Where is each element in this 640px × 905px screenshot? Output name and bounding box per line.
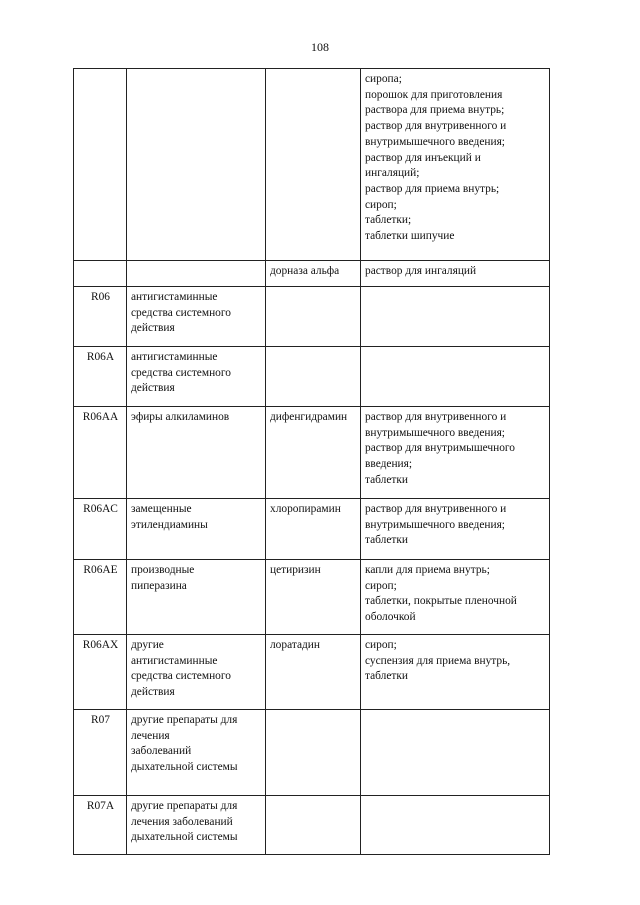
group-line: действия: [131, 686, 175, 699]
atc-code-cell: R06A: [74, 347, 127, 407]
dosage-form-line: таблетки, покрытые пленочной: [365, 595, 517, 608]
dosage-form-line: таблетки: [365, 670, 409, 683]
dosage-form-line: внутримышечного введения;: [365, 518, 505, 531]
dosage-form-line: раствор для внутримышечного: [365, 442, 515, 455]
dosage-forms-cell: [361, 796, 550, 855]
atc-code-cell: R06AE: [74, 560, 127, 635]
group-line: замещенные: [131, 503, 192, 515]
table-row: [74, 287, 550, 347]
group-cell: [127, 635, 266, 710]
table-row: [74, 710, 550, 796]
drug-name-cell: цетиризин: [266, 560, 361, 635]
drug-name-cell: лоратадин: [266, 635, 361, 710]
group-line: средства системного: [131, 670, 231, 683]
table-row: [74, 560, 550, 635]
dosage-forms-cell: [361, 407, 550, 499]
group-line: эфиры алкиламинов: [131, 411, 230, 423]
dosage-form-line: сироп;: [365, 579, 397, 592]
group-cell: [127, 499, 266, 560]
group-line: антигистаминные: [131, 654, 218, 667]
table-row: [74, 69, 550, 261]
dosage-form-line: сиропа;: [365, 73, 402, 85]
group-line: лечения заболеваний: [131, 815, 233, 828]
table-row: [74, 261, 550, 287]
table-row: [74, 499, 550, 560]
atc-code-cell: R06AX: [74, 635, 127, 710]
drug-name-cell: хлоропирамин: [266, 499, 361, 560]
group-cell: [127, 560, 266, 635]
dosage-forms-cell: [361, 69, 550, 261]
dosage-form-line: сироп;: [365, 198, 397, 211]
dosage-form-line: раствор для инъекций и: [365, 151, 481, 164]
drug-name-cell: [266, 796, 361, 855]
drug-name-cell: [266, 69, 361, 261]
dosage-form-line: раствор для внутривенного и: [365, 503, 507, 515]
group-cell: [127, 407, 266, 499]
dosage-form-line: внутримышечного введения;: [365, 426, 505, 439]
drug-name-cell: дорназа альфа: [266, 261, 361, 287]
dosage-form-line: раствор для внутривенного и: [365, 120, 507, 133]
group-cell: [127, 347, 266, 407]
dosage-forms-cell: [361, 347, 550, 407]
dosage-form-line: таблетки: [365, 473, 409, 486]
table-row: [74, 407, 550, 499]
group-line: другие: [131, 639, 164, 651]
dosage-form-line: раствор для приема внутрь;: [365, 182, 500, 195]
group-cell: [127, 287, 266, 347]
table-row: [74, 635, 550, 710]
dosage-forms-cell: [361, 261, 550, 287]
group-cell: [127, 796, 266, 855]
group-line: другие препараты для: [131, 714, 238, 726]
page-number: 108: [311, 40, 329, 54]
atc-code-cell: [74, 69, 127, 261]
dosage-forms-cell: [361, 560, 550, 635]
dosage-form-line: сироп;: [365, 639, 397, 651]
atc-code-cell: R07: [74, 710, 127, 796]
dosage-form-line: таблетки шипучие: [365, 230, 455, 243]
group-line: средства системного: [131, 306, 231, 319]
drug-table: [73, 68, 550, 855]
drug-name-cell: [266, 287, 361, 347]
group-line: действия: [131, 382, 175, 395]
dosage-form-line: суспензия для приема внутрь,: [365, 654, 511, 667]
dosage-forms-cell: [361, 499, 550, 560]
dosage-form-line: раствор для внутривенного и: [365, 411, 507, 423]
dosage-form-line: раствор для ингаляций: [365, 265, 477, 277]
atc-code-cell: R06: [74, 287, 127, 347]
atc-code-cell: R06AC: [74, 499, 127, 560]
table-body: [74, 69, 550, 855]
group-line: средства системного: [131, 366, 231, 379]
group-line: дыхательной системы: [131, 761, 238, 774]
group-line: антигистаминные: [131, 291, 218, 303]
drug-name-cell: [266, 710, 361, 796]
group-line: этилендиамины: [131, 518, 208, 531]
dosage-form-line: капли для приема внутрь;: [365, 564, 490, 576]
dosage-form-line: внутримышечного введения;: [365, 135, 505, 148]
dosage-forms-cell: [361, 287, 550, 347]
atc-code-cell: R06AA: [74, 407, 127, 499]
group-line: пиперазина: [131, 579, 187, 592]
group-line: другие препараты для: [131, 800, 238, 812]
group-line: лечения: [131, 729, 170, 742]
dosage-forms-cell: [361, 635, 550, 710]
group-cell: [127, 710, 266, 796]
atc-code-cell: R07A: [74, 796, 127, 855]
group-line: заболеваний: [131, 745, 192, 758]
group-line: антигистаминные: [131, 351, 218, 363]
group-cell: [127, 261, 266, 287]
dosage-form-line: введения;: [365, 458, 413, 471]
group-line: дыхательной системы: [131, 831, 238, 844]
dosage-form-line: ингаляций;: [365, 167, 420, 180]
dosage-form-line: оболочкой: [365, 611, 416, 624]
dosage-form-line: таблетки;: [365, 214, 412, 227]
table-row: [74, 796, 550, 855]
dosage-form-line: таблетки: [365, 534, 409, 547]
dosage-forms-cell: [361, 710, 550, 796]
table-row: [74, 347, 550, 407]
group-line: действия: [131, 322, 175, 335]
drug-name-cell: [266, 347, 361, 407]
atc-code-cell: [74, 261, 127, 287]
group-cell: [127, 69, 266, 261]
drug-name-cell: дифенгидрамин: [266, 407, 361, 499]
group-line: производные: [131, 564, 195, 576]
dosage-form-line: порошок для приготовления: [365, 88, 503, 101]
dosage-form-line: раствора для приема внутрь;: [365, 104, 505, 117]
